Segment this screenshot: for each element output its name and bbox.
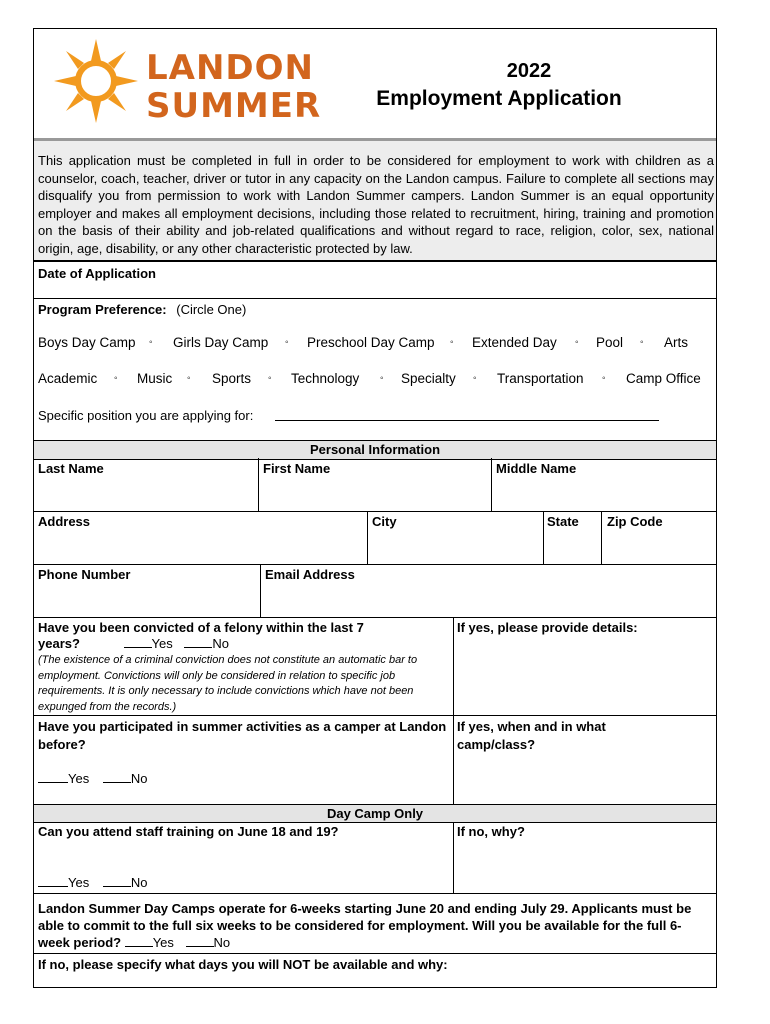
training-no-label: No [130, 875, 148, 890]
camper-yes-label: Yes [68, 771, 90, 786]
program-option-music[interactable]: Music [137, 371, 173, 386]
divider [34, 953, 716, 954]
middle-name-label: Middle Name [496, 461, 577, 476]
felony-yes-label: Yes [151, 636, 173, 651]
bullet-icon: ◦ [640, 337, 644, 348]
logo-text-landon: LANDON [146, 48, 315, 88]
bullet-icon: ◦ [473, 373, 477, 384]
camper-question: Have you participated in summer activities as a camper at Landon before? [38, 719, 447, 752]
program-option-academic[interactable]: Academic [38, 371, 98, 386]
camper-yes-blank[interactable] [38, 782, 68, 783]
zip-code-label: Zip Code [607, 514, 663, 529]
divider [367, 511, 368, 564]
address-label: Address [38, 514, 91, 529]
felony-note: (The existence of a criminal conviction does not constitute an automatic bar to employment. Convictions will only be considered in relation to specific job requirements. It is only necessary to include convictions which have not been expunged from the records.) [38, 654, 418, 713]
form-year: 2022 [506, 60, 552, 82]
intro-text: This application must be completed in full in order to be considered for employment to work with children as a counselor, coach, teacher, driver or tutor in any capacity on the Landon campus. Failure to complete all sections may disqualify you from permission to work with Landon Summer campers. Landon Summer is an equal opportunity employer and makes all employment decisions, including those related to recruitment, hiring, training and promotion on the basis of their ability and job-related qualifications and without regard to race, religion, color, sex, national origin, age, disability, or any other characteristic protected by law. [38, 153, 714, 256]
staff-training-answer [38, 875, 147, 890]
divider [258, 458, 259, 511]
felony-yes-blank[interactable] [124, 647, 152, 648]
first-name-label: First Name [263, 461, 331, 476]
last-name-label: Last Name [38, 461, 104, 476]
day-camp-only-title: Day Camp Only [326, 806, 424, 821]
weeks-no-label: No [213, 935, 231, 950]
training-yes-label: Yes [68, 875, 90, 890]
landon-summer-logo [52, 35, 322, 127]
felony-no-blank[interactable] [184, 647, 212, 648]
bullet-icon: ◦ [602, 373, 606, 384]
training-yes-blank[interactable] [38, 886, 68, 887]
camper-no-blank[interactable] [103, 782, 131, 783]
divider [453, 715, 716, 716]
program-preference-label: Program Preference: [38, 302, 167, 317]
personal-information-header [34, 440, 716, 460]
weeks-yes-label: Yes [152, 935, 174, 950]
day-camp-only-header [34, 804, 716, 823]
divider [453, 617, 454, 893]
intro-box [34, 138, 716, 262]
specific-position-input[interactable] [275, 420, 659, 421]
specific-position-label: Specific position you are applying for: [38, 408, 254, 423]
program-preference [38, 302, 246, 317]
program-option-camp-office[interactable]: Camp Office [626, 371, 701, 386]
divider [34, 564, 716, 565]
state-label: State [547, 514, 579, 529]
program-option-transportation[interactable]: Transportation [497, 371, 584, 386]
divider [34, 893, 716, 894]
program-option-technology[interactable]: Technology [291, 371, 360, 386]
divider [543, 511, 544, 564]
program-option-pool[interactable]: Pool [596, 335, 624, 350]
bullet-icon: ◦ [380, 373, 384, 384]
divider [491, 458, 492, 511]
email-address-label: Email Address [265, 567, 355, 582]
program-option-sports[interactable]: Sports [212, 371, 252, 386]
felony-details-label: If yes, please provide details: [457, 620, 638, 635]
bullet-icon: ◦ [285, 337, 289, 348]
divider [601, 511, 602, 564]
staff-training-question: Can you attend staff training on June 18 and 19? [38, 824, 339, 839]
personal-information-title: Personal Information [309, 442, 441, 457]
weeks-yes-blank[interactable] [125, 946, 153, 947]
date-of-application-label: Date of Application [38, 266, 156, 281]
employment-application-form [33, 28, 717, 988]
divider [260, 564, 261, 617]
divider [34, 511, 716, 512]
felony-question-line2 [38, 636, 229, 651]
divider [34, 298, 716, 299]
program-option-boys-day-camp[interactable]: Boys Day Camp [38, 335, 136, 350]
felony-question-years: years? [38, 636, 80, 651]
phone-number-label: Phone Number [38, 567, 131, 582]
six-week-commitment [38, 900, 712, 951]
program-option-preschool-day-camp[interactable]: Preschool Day Camp [307, 335, 435, 350]
city-label: City [372, 514, 397, 529]
page-title: Employment Application [376, 87, 622, 110]
program-option-extended-day[interactable]: Extended Day [472, 335, 557, 350]
bullet-icon: ◦ [187, 373, 191, 384]
weeks-no-blank[interactable] [186, 946, 214, 947]
camper-when-label: If yes, when and in what camp/class? [457, 719, 606, 752]
program-option-girls-day-camp[interactable]: Girls Day Camp [173, 335, 269, 350]
staff-training-why-label: If no, why? [457, 824, 525, 839]
program-preference-hint: (Circle One) [176, 302, 247, 317]
divider [34, 617, 716, 618]
bullet-icon: ◦ [575, 337, 579, 348]
training-no-blank[interactable] [103, 886, 131, 887]
camper-no-label: No [130, 771, 148, 786]
program-option-specialty[interactable]: Specialty [401, 371, 456, 386]
not-available-label: If no, please specify what days you will NOT be available and why: [38, 957, 448, 972]
bullet-icon: ◦ [149, 337, 153, 348]
camper-answer [38, 771, 147, 786]
divider [34, 715, 453, 716]
program-option-arts[interactable]: Arts [664, 335, 689, 350]
bullet-icon: ◦ [450, 337, 454, 348]
felony-no-label: No [212, 636, 230, 651]
felony-question-line1: Have you been convicted of a felony within the last 7 [38, 620, 364, 635]
six-week-text: Landon Summer Day Camps operate for 6-weeks starting June 20 and ending July 29. Applicants must be able to commit to the full six weeks to be considered for employment. Will you be available for the full 6-week period? [38, 901, 692, 950]
sun-icon [54, 39, 138, 123]
bullet-icon: ◦ [114, 373, 118, 384]
bullet-icon: ◦ [268, 373, 272, 384]
logo-text-summer: SUMMER [146, 86, 322, 126]
